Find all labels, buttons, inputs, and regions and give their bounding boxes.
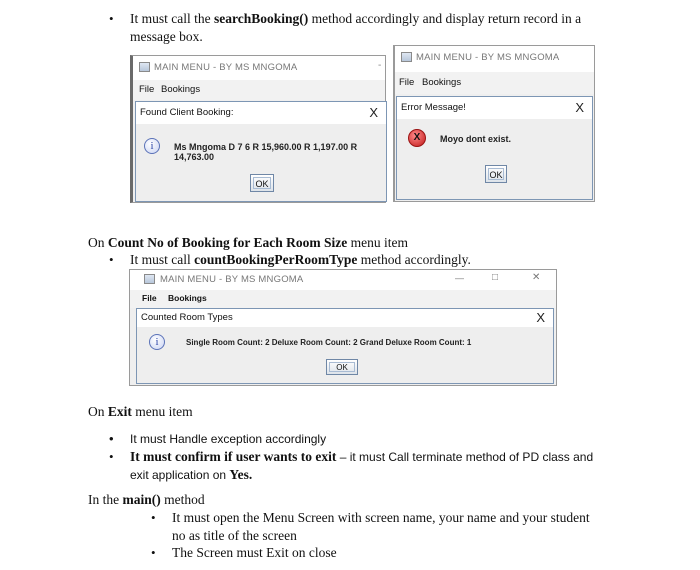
text: It must call the bbox=[130, 11, 214, 26]
window-title: MAIN MENU - BY MS MNGOMA bbox=[154, 62, 298, 73]
close-button[interactable]: X bbox=[536, 310, 545, 325]
menu-bookings[interactable]: Bookings bbox=[422, 77, 462, 88]
java-app-icon bbox=[401, 52, 412, 62]
screenshot-found-booking bbox=[130, 55, 386, 203]
menu-bar bbox=[395, 72, 594, 94]
info-icon: i bbox=[149, 334, 165, 350]
window-title: MAIN MENU - BY MS MNGOMA bbox=[416, 52, 560, 63]
bullet-open-menu-screen bbox=[172, 509, 622, 545]
ok-button[interactable]: OK bbox=[326, 359, 358, 375]
menu-bookings[interactable]: Bookings bbox=[161, 84, 201, 95]
menu-item-name: Count No of Booking for Each Room Size bbox=[107, 235, 348, 250]
text: method accordingly and display return record in a bbox=[308, 11, 582, 26]
title-bar bbox=[130, 270, 556, 290]
info-icon: i bbox=[144, 138, 160, 154]
text: It must open the Menu Screen with screen name, your name and your student bbox=[172, 510, 590, 525]
text: – it must Call terminate method of PD class and bbox=[336, 450, 594, 464]
text: On bbox=[88, 404, 108, 419]
menu-bar bbox=[130, 290, 556, 308]
window-close-button[interactable]: ✕ bbox=[532, 272, 541, 283]
error-icon: X bbox=[408, 129, 426, 147]
dialog-message: Single Room Count: 2 Deluxe Room Count: 2 Grand Deluxe Room Count: 1 bbox=[186, 338, 472, 347]
dialog-title: Found Client Booking: bbox=[140, 107, 234, 118]
close-button[interactable]: X bbox=[575, 100, 584, 115]
dialog-title: Counted Room Types bbox=[141, 312, 233, 323]
heading-exit bbox=[88, 403, 193, 421]
menu-file[interactable]: File bbox=[139, 84, 155, 95]
text: menu item bbox=[131, 404, 193, 419]
bullet-count-booking bbox=[130, 251, 471, 269]
text: In the bbox=[88, 492, 123, 507]
text: method accordingly. bbox=[357, 252, 471, 267]
minimize-button[interactable]: - bbox=[378, 60, 382, 71]
text: It must Handle exception accordingly bbox=[130, 432, 327, 446]
text: exit application on bbox=[130, 468, 230, 482]
bullet-confirm-exit bbox=[130, 448, 620, 484]
ok-button[interactable]: OK bbox=[250, 174, 274, 192]
maximize-button[interactable]: □ bbox=[492, 272, 499, 283]
dialog-title-bar bbox=[137, 309, 553, 327]
java-app-icon bbox=[144, 274, 155, 284]
menu-bookings[interactable]: Bookings bbox=[168, 293, 207, 303]
text: no as title of the screen bbox=[172, 528, 297, 543]
minimize-button[interactable]: — bbox=[455, 273, 464, 283]
heading-count-bookings bbox=[88, 234, 408, 252]
screenshot-counted-room-types bbox=[129, 269, 557, 386]
text-bold: Yes. bbox=[229, 467, 253, 482]
close-button[interactable]: X bbox=[369, 105, 378, 120]
ok-button[interactable]: OK bbox=[485, 165, 507, 183]
dialog-found-booking bbox=[135, 101, 387, 202]
dialog-error bbox=[396, 96, 593, 200]
text-bold: It must confirm if user wants to exit bbox=[130, 449, 337, 464]
bullet-handle-exception bbox=[130, 431, 326, 447]
bullet-exit-on-close bbox=[172, 544, 337, 562]
menu-bar bbox=[133, 80, 385, 100]
method-name: main() bbox=[122, 492, 161, 507]
text: The Screen must Exit on close bbox=[172, 545, 337, 560]
text: message box. bbox=[130, 29, 203, 44]
menu-file[interactable]: File bbox=[142, 293, 157, 303]
title-bar bbox=[133, 56, 385, 80]
dialog-title-bar bbox=[397, 97, 592, 119]
text: On bbox=[88, 235, 108, 250]
bullet-search-booking bbox=[130, 10, 670, 46]
text: menu item bbox=[347, 235, 409, 250]
window-title: MAIN MENU - BY MS MNGOMA bbox=[160, 274, 304, 285]
text: It must call bbox=[130, 252, 195, 267]
dialog-message: Ms Mngoma D 7 6 R 15,960.00 R 1,197.00 R 14,763.00 bbox=[174, 142, 358, 162]
method-name: countBookingPerRoomType bbox=[194, 252, 358, 267]
screenshot-error-message bbox=[393, 45, 595, 202]
method-name: searchBooking() bbox=[213, 11, 309, 26]
heading-main-method bbox=[88, 491, 205, 509]
menu-file[interactable]: File bbox=[399, 77, 415, 88]
text: method bbox=[160, 492, 205, 507]
java-app-icon bbox=[139, 62, 150, 72]
menu-item-name: Exit bbox=[107, 404, 132, 419]
dialog-title: Error Message! bbox=[401, 102, 466, 113]
dialog-title-bar bbox=[136, 102, 386, 124]
title-bar bbox=[395, 46, 594, 72]
dialog-message: Moyo dont exist. bbox=[440, 134, 512, 144]
dialog-counted-room-types bbox=[136, 308, 554, 384]
